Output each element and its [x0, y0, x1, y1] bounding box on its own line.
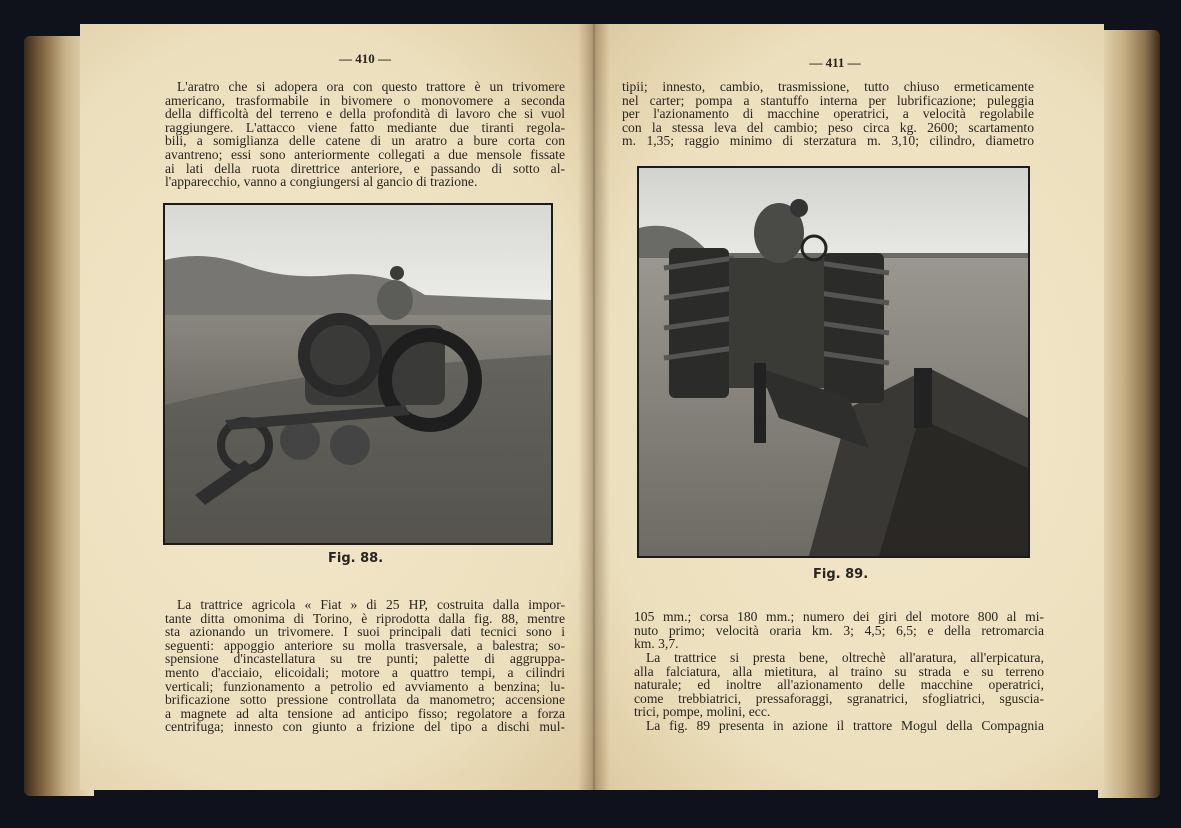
- text-line: alla falciatura, alla mietitura, al traino su strada e su terreno: [634, 663, 1044, 679]
- right-paragraph-2: [634, 610, 1044, 651]
- text-line: raggiungere. L'attacco viene fatto mediante due tiranti regola-: [165, 119, 565, 135]
- right-paragraph-1: [622, 80, 1034, 148]
- page-number-right: — 411 —: [809, 55, 861, 70]
- text-line: come trebbiatrici, pressaforaggi, sgranatrici, sfogliatrici, sguscia-: [634, 690, 1044, 706]
- figure-89-caption: Fig. 89.: [813, 567, 869, 582]
- figure-88-photo: [163, 203, 553, 545]
- text-line: della difficoltà del terreno e della profondità di lavoro che si vuol: [165, 106, 565, 122]
- text-line: m. 1,35; raggio minimo di sterzatura m. 3,10; cilindro, diametro: [622, 133, 1034, 149]
- text-line: nuto primo; velocità oraria km. 3; 4,5; 6,5; e della retromarcia: [634, 622, 1044, 638]
- text-line: seguenti: appoggio anteriore su molla trasversale, a balestra; so-: [165, 637, 565, 653]
- text-line: centrifuga; innesto con giunto a frizione del tipo a dischi mul-: [165, 719, 565, 735]
- text-line: nel carter; pompa a stantuffo interna per lubrificazione; puleggia: [622, 92, 1034, 108]
- right-paragraph-3: [634, 651, 1044, 719]
- book-gutter: [578, 24, 610, 790]
- text-line: ai lati della ruota direttrice anteriore, e passando di sotto al-: [165, 160, 565, 176]
- left-paragraph-2: [165, 598, 565, 734]
- text-line: sta azionando un trivomere. I suoi principali dati tecnici sono i: [165, 624, 565, 640]
- text-line: con la stessa leva del cambio; peso circa kg. 2600; scartamento: [622, 119, 1034, 135]
- figure-88-caption: Fig. 88.: [328, 551, 384, 566]
- right-paragraph-4: [634, 719, 1044, 733]
- text-line: tante ditta omonima di Torino, è riprodotta dalla fig. 88, mentre: [165, 610, 565, 626]
- text-line: La fig. 89 presenta in azione il trattore Mogul della Compagnia: [646, 718, 1044, 733]
- text-line: a magnete ad alta tensione ad anticipo fisso; regolatore a forza: [165, 705, 565, 721]
- text-line: La trattrice si presta bene, oltrechè all'aratura, all'erpicatura,: [646, 650, 1044, 665]
- text-line: trici, pompe, molini, ecc.: [634, 704, 771, 720]
- tractor-plowing-image: [165, 205, 551, 543]
- page-number-left: — 410 —: [339, 51, 391, 66]
- text-line: La trattrice agricola « Fiat » di 25 HP, costruita dalla impor-: [177, 597, 565, 612]
- text-line: per l'azionamento di macchine operatrici, a velocità regolabile: [622, 106, 1034, 122]
- text-line: brificazione sotto pressione controllata da manometro; accensione: [165, 692, 565, 708]
- figure-89-photo: [637, 166, 1030, 558]
- text-line: l'apparecchio, vanno a congiungersi al gancio di trazione.: [165, 174, 478, 190]
- text-line: verticali; funzionamento a petrolio ed avviamento a benzina; lu-: [165, 678, 565, 694]
- text-line: 105 mm.; corsa 180 mm.; numero dei giri del motore 800 al mi-: [634, 609, 1044, 624]
- left-paragraph-1: [165, 80, 565, 189]
- book-edge-right: [1098, 30, 1160, 798]
- mogul-tractor-image: [639, 168, 1028, 556]
- text-line: km. 3,7.: [634, 636, 679, 652]
- text-line: L'aratro che si adopera ora con questo trattore è un trivomere: [177, 79, 565, 94]
- text-line: mento d'acciaio, elicoidali; motore a quattro tempi, a cilindri: [165, 664, 565, 680]
- text-line: spensione d'incastellatura su tre punti; palette di aggruppa-: [165, 651, 565, 667]
- text-line: americano, trasformabile in bivomere o monovomere a seconda: [165, 92, 565, 108]
- text-line: avantreno; essi sono anteriormente collegati a due mensole fissate: [165, 146, 565, 162]
- text-line: tipii; innesto, cambio, trasmissione, tutto chiuso ermeticamente: [622, 79, 1034, 94]
- text-line: naturale; ed inoltre all'azionamento delle macchine operatrici,: [634, 677, 1044, 693]
- text-line: bili, a somiglianza delle catene di un aratro a bure corta con: [165, 133, 565, 149]
